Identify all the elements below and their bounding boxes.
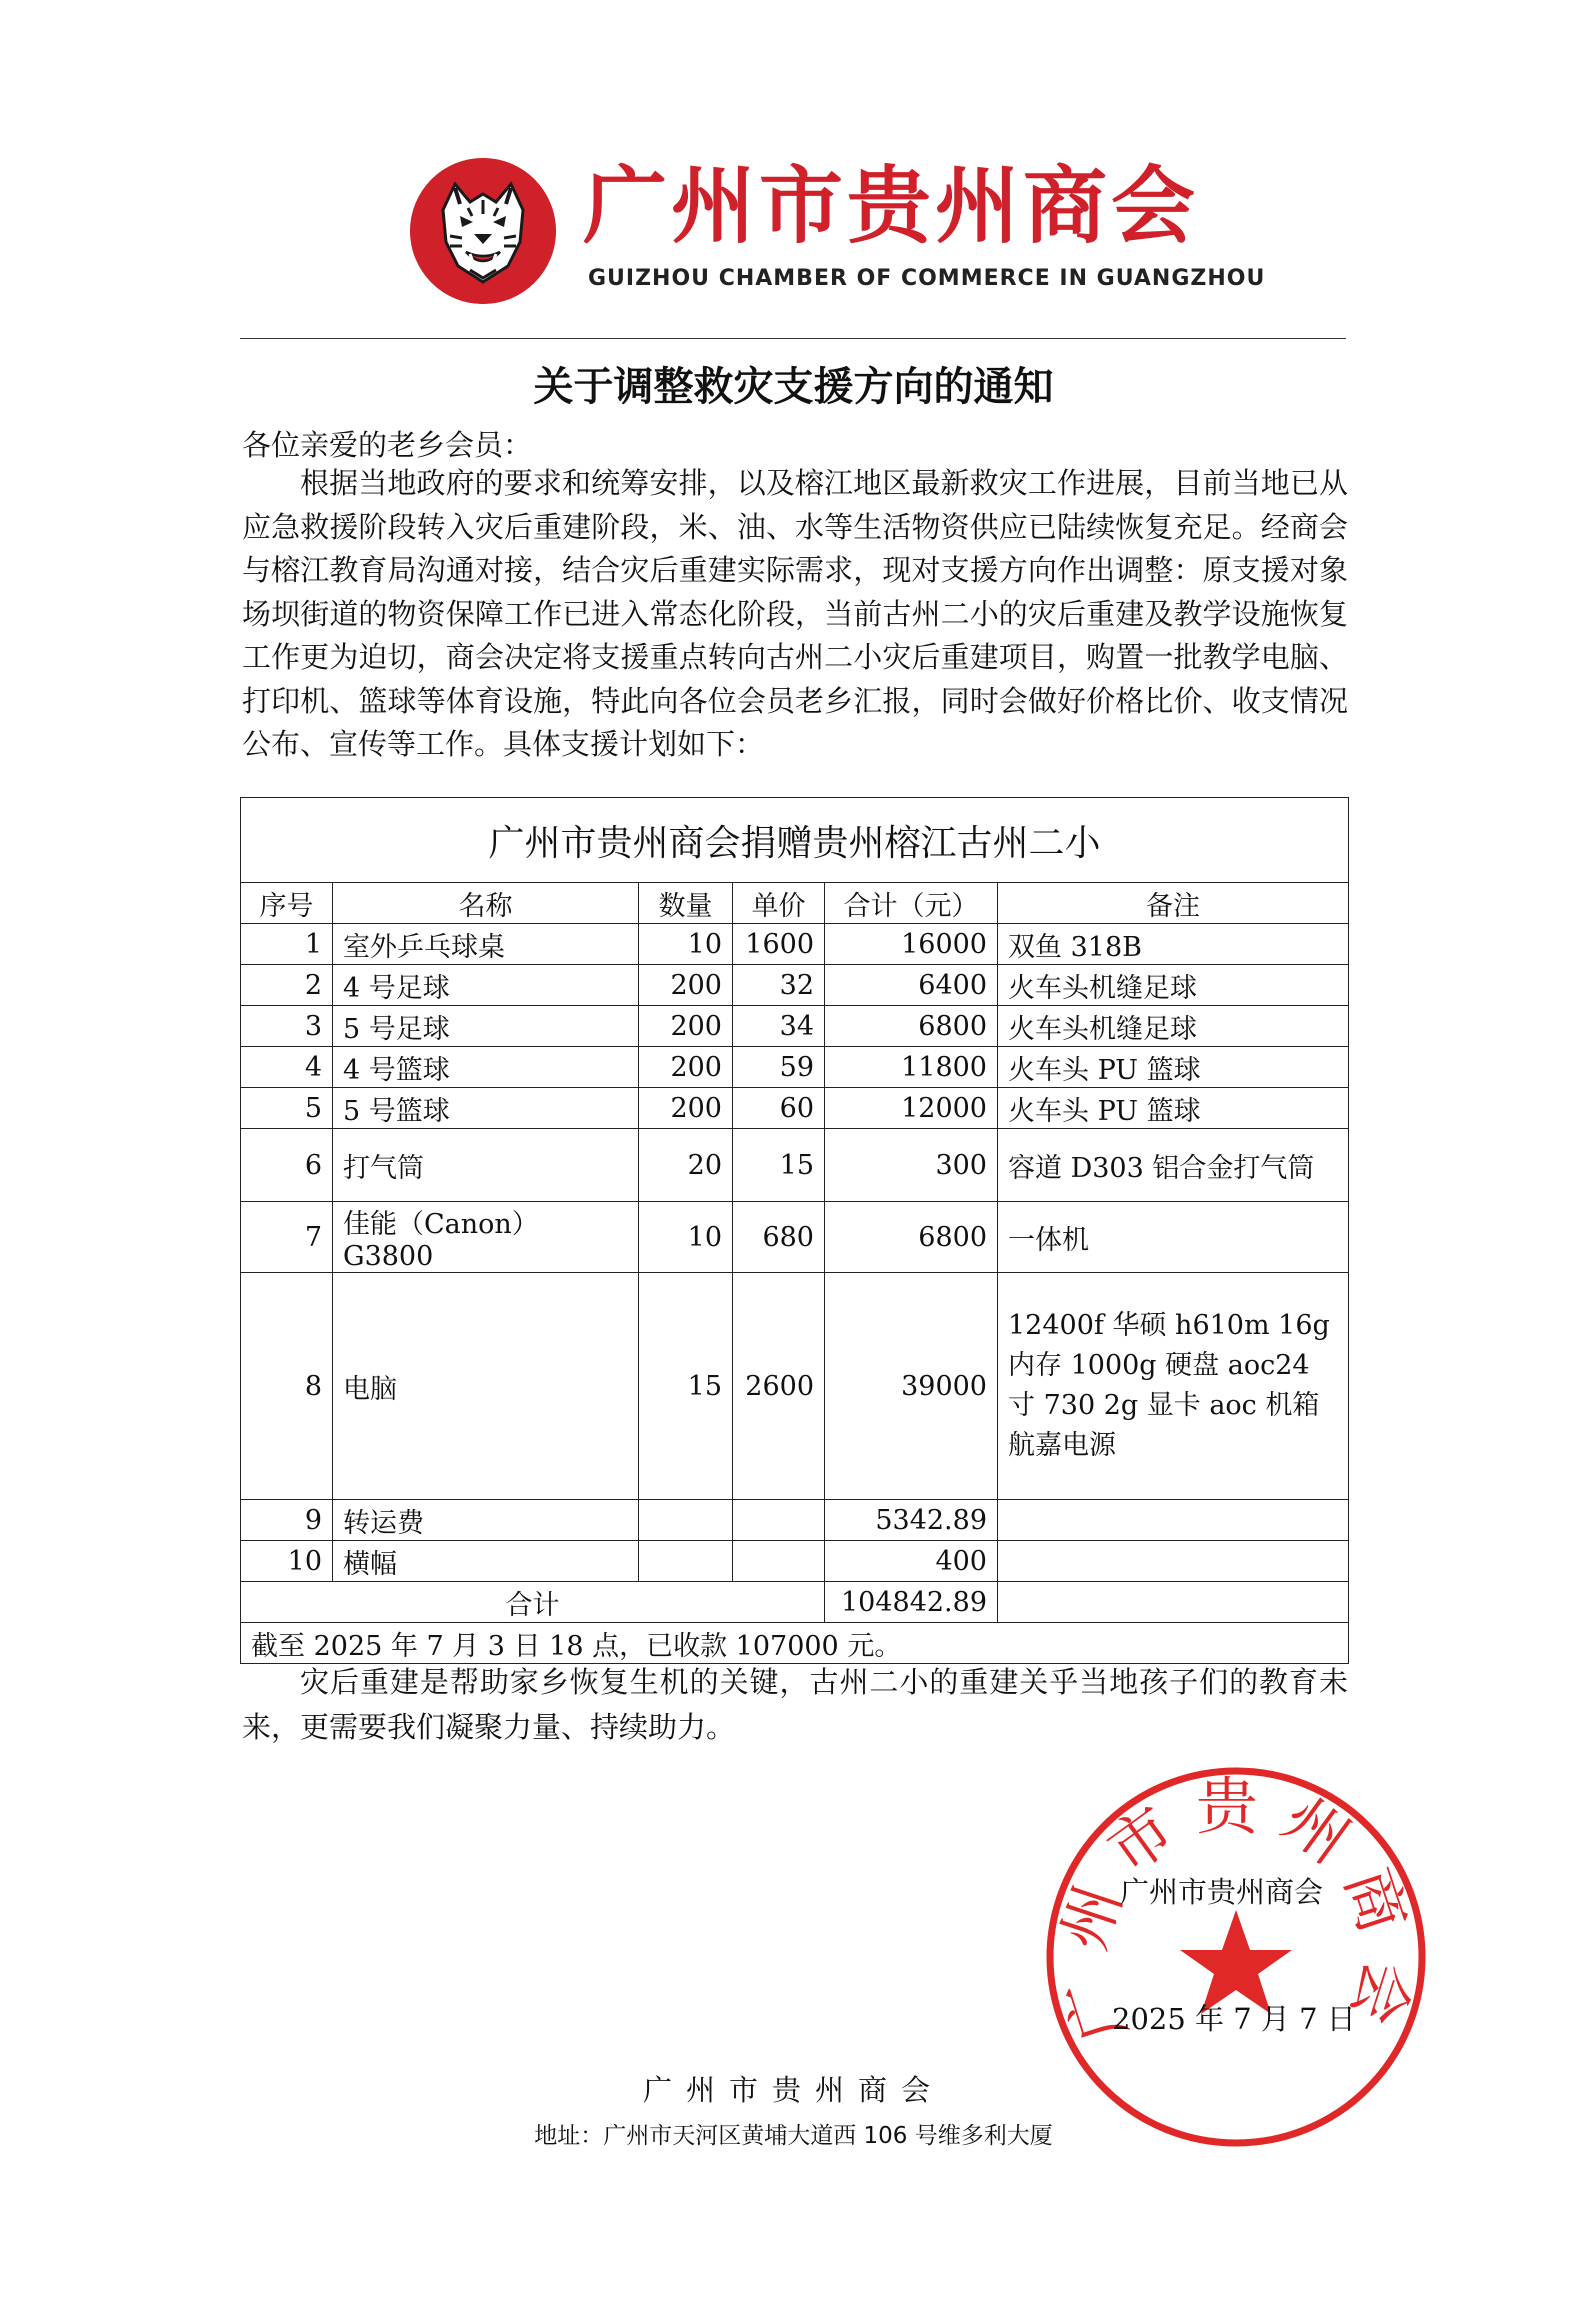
table-row [241, 1047, 1349, 1088]
column-header: 单价 [733, 883, 825, 924]
item-total: 5342.89 [825, 1500, 998, 1541]
item-unit-price: 2600 [733, 1273, 825, 1500]
item-quantity [639, 1500, 733, 1541]
row-number: 8 [241, 1273, 333, 1500]
table-caption: 广州市贵州商会捐赠贵州榕江古州二小 [241, 798, 1349, 883]
letterhead [0, 150, 1587, 310]
header-divider [240, 338, 1346, 339]
item-quantity [639, 1541, 733, 1582]
org-name-cn: 广州市贵州商会 [583, 157, 1200, 255]
table-row [241, 924, 1349, 965]
column-header: 数量 [639, 883, 733, 924]
body-paragraph: 根据当地政府的要求和统筹安排，以及榕江地区最新救灾工作进展，目前当地已从应急救援阶段转入灾后重建阶段，米、油、水等生活物资供应已陆续恢复充足。经商会与榕江教育局沟通对接，结合灾后重建实际需求，现对支援方向作出调整：原支援对象场坝街道的物资保障工作已进入常态化阶段，当前古州二小的灾后重建及教学设施恢复工作更为迫切，商会决定将支援重点转向古州二小灾后重建项目，购置一批教学电脑、打印机、篮球等体育设施，特此向各位会员老乡汇报，同时会做好价格比价、收支情况公布、宣传等工作。具体支援计划如下： [242, 466, 1348, 761]
item-note: 火车头机缝足球 [998, 965, 1349, 1006]
item-note [998, 1500, 1349, 1541]
item-total: 39000 [825, 1273, 998, 1500]
closing-paragraph: 灾后重建是帮助家乡恢复生机的关键，古州二小的重建关乎当地孩子们的教育未来，更需要我们凝聚力量、持续助力。 [242, 1665, 1348, 1744]
item-note: 12400f 华硕 h610m 16g 内存 1000g 硬盘 aoc24 寸 730 2g 显卡 aoc 机箱 航嘉电源 [998, 1273, 1349, 1500]
salutation: 各位亲爱的老乡会员： [242, 428, 533, 462]
column-header: 名称 [333, 883, 639, 924]
row-number: 10 [241, 1541, 333, 1582]
org-name-en: GUIZHOU CHAMBER OF COMMERCE IN GUANGZHOU [588, 266, 1266, 291]
tiger-icon [410, 158, 556, 304]
item-unit-price: 680 [733, 1202, 825, 1273]
item-quantity: 20 [639, 1129, 733, 1202]
table-row [241, 1273, 1349, 1500]
item-unit-price [733, 1541, 825, 1582]
row-number: 9 [241, 1500, 333, 1541]
item-total: 400 [825, 1541, 998, 1582]
item-quantity: 200 [639, 965, 733, 1006]
item-total: 300 [825, 1129, 998, 1202]
item-total: 6800 [825, 1006, 998, 1047]
item-unit-price: 60 [733, 1088, 825, 1129]
item-quantity: 10 [639, 1202, 733, 1273]
item-unit-price: 34 [733, 1006, 825, 1047]
item-quantity: 200 [639, 1006, 733, 1047]
item-total: 11800 [825, 1047, 998, 1088]
seal-text: 广州市贵州商会 [1046, 1770, 1426, 2051]
row-number: 3 [241, 1006, 333, 1047]
signature-date: 2025 年 7 月 7 日 [1112, 2002, 1356, 2036]
item-quantity: 10 [639, 924, 733, 965]
received-note: 截至 2025 年 7 月 3 日 18 点，已收款 107000 元。 [241, 1623, 1349, 1664]
table-row [241, 965, 1349, 1006]
table-header-row [241, 883, 1349, 924]
item-total: 12000 [825, 1088, 998, 1129]
item-note: 一体机 [998, 1202, 1349, 1273]
column-header: 合计（元） [825, 883, 998, 924]
item-note: 双鱼 318B [998, 924, 1349, 965]
item-name: 打气筒 [333, 1129, 639, 1202]
total-value: 104842.89 [825, 1582, 998, 1623]
item-note: 火车头 PU 篮球 [998, 1088, 1349, 1129]
document-title: 关于调整救灾支援方向的通知 [533, 364, 1054, 410]
item-unit-price: 1600 [733, 924, 825, 965]
item-quantity: 200 [639, 1088, 733, 1129]
item-name: 电脑 [333, 1273, 639, 1500]
row-number: 6 [241, 1129, 333, 1202]
row-number: 4 [241, 1047, 333, 1088]
item-unit-price [733, 1500, 825, 1541]
item-name: 横幅 [333, 1541, 639, 1582]
donation-table [240, 797, 1348, 1664]
item-total: 16000 [825, 924, 998, 965]
row-number: 2 [241, 965, 333, 1006]
item-unit-price: 59 [733, 1047, 825, 1088]
table-total-row [241, 1582, 1349, 1623]
total-note [998, 1582, 1349, 1623]
column-header: 序号 [241, 883, 333, 924]
column-header: 备注 [998, 883, 1349, 924]
item-name: 4 号足球 [333, 965, 639, 1006]
item-name: 5 号足球 [333, 1006, 639, 1047]
table-row [241, 1088, 1349, 1129]
row-number: 1 [241, 924, 333, 965]
item-name: 5 号篮球 [333, 1088, 639, 1129]
item-total: 6400 [825, 965, 998, 1006]
received-row [241, 1623, 1349, 1664]
table-row [241, 1541, 1349, 1582]
table-row [241, 1006, 1349, 1047]
table-row [241, 1500, 1349, 1541]
table-row [241, 1129, 1349, 1202]
footer-org: 广州市贵州商会 [642, 2073, 944, 2107]
item-unit-price: 15 [733, 1129, 825, 1202]
item-name: 室外乒乓球桌 [333, 924, 639, 965]
row-number: 5 [241, 1088, 333, 1129]
row-number: 7 [241, 1202, 333, 1273]
item-quantity: 15 [639, 1273, 733, 1500]
item-unit-price: 32 [733, 965, 825, 1006]
item-total: 6800 [825, 1202, 998, 1273]
signature-org: 广州市贵州商会 [1120, 1875, 1324, 1909]
item-name: 转运费 [333, 1500, 639, 1541]
item-note: 火车头 PU 篮球 [998, 1047, 1349, 1088]
table-row [241, 1202, 1349, 1273]
total-label: 合计 [241, 1582, 825, 1623]
item-note: 火车头机缝足球 [998, 1006, 1349, 1047]
footer-address: 地址：广州市天河区黄埔大道西 106 号维多利大厦 [534, 2123, 1053, 2149]
item-note: 容道 D303 铝合金打气筒 [998, 1129, 1349, 1202]
item-quantity: 200 [639, 1047, 733, 1088]
item-note [998, 1541, 1349, 1582]
item-name: 佳能（Canon）G3800 [333, 1202, 639, 1273]
item-name: 4 号篮球 [333, 1047, 639, 1088]
